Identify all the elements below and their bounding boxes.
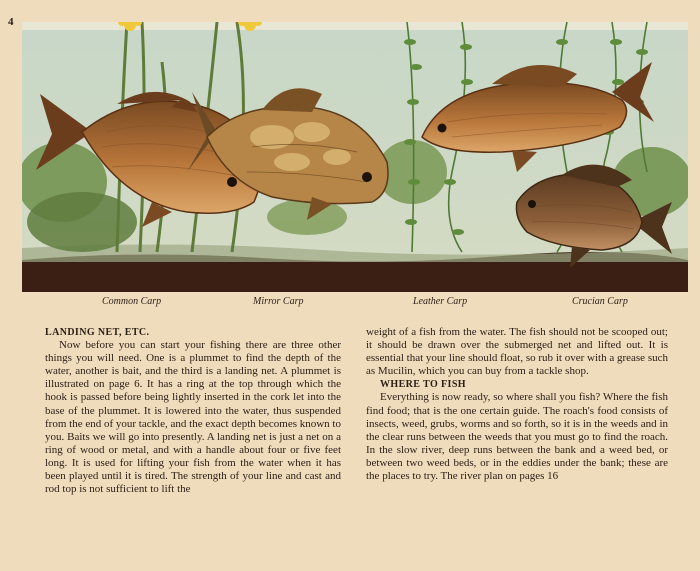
paragraph-landing-net: Now before you can start your fishing there are three other things you will need. One is a plummet to find the depth of the water, another is bait, and the third is a landing net. A plummet is illustrated on page 6. It has a ring at the top through which the hook is passed before being lightly inserted in the cork let into the base of the plummet. It is lowered into the water, thus suspended from the end of your tackle, and the exact depth becomes known to you. Baits we will go into presently. A landing net is just a net on a ring of wood or metal, and with a handle about four or five feet long. It is used for lifting your fish from the water when it has been played until it is tired. The strength of your line and cast and rod top is not sufficient to lift the [45, 339, 341, 496]
section-heading-landing-net: LANDING NET, ETC. [45, 327, 150, 338]
right-column [366, 326, 668, 483]
caption-crucian-carp: Crucian Carp [572, 296, 628, 307]
left-column [45, 326, 341, 496]
caption-leather-carp: Leather Carp [413, 296, 468, 307]
paragraph-where-to-fish: Everything is now ready, so where shall you fish? Where the fish find food; that is the one certain guide. The roach's food consists of insects, weed, grubs, worms and so forth, so it is in the weeds and in the clear runs between the weeds that you must go to find the roach. In the slow river, deep runs between the bank and a weed bed, or between two weed beds, or in the eddies under the bank; these are the places to try. The river plan on pages 16 [366, 391, 668, 483]
caption-mirror-carp: Mirror Carp [253, 296, 304, 307]
caption-common-carp: Common Carp [102, 296, 162, 307]
section-heading-where-to-fish: WHERE TO FISH [380, 379, 466, 391]
page-number: 4 [8, 16, 14, 28]
fish-illustration [22, 22, 688, 292]
paragraph-continuation: weight of a fish from the water. The fish should not be scooped out; it should be drawn over the submerged net and lifted out. It is essential that your line should float, so rub it over with a grease such as Mucilin, which you can buy from a tackle shop. [366, 326, 668, 378]
